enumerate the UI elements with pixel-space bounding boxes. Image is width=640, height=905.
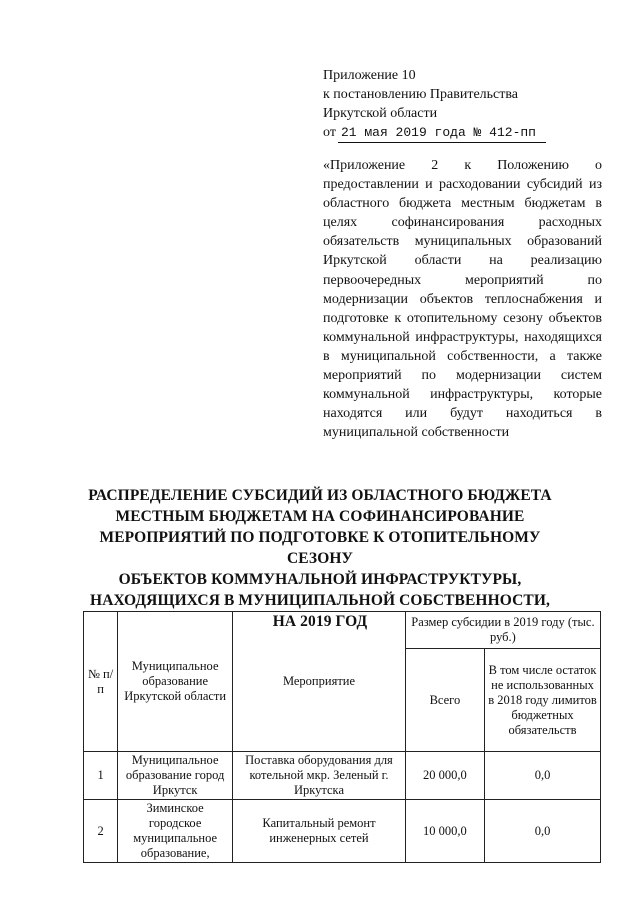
table-header-row	[84, 612, 601, 649]
row-total: 20 000,0	[405, 752, 484, 800]
title-line: ОБЪЕКТОВ КОММУНАЛЬНОЙ ИНФРАСТРУКТУРЫ,	[118, 571, 522, 588]
header-remainder: В том числе остаток не использованных в 2018 году лимитов бюджетных обязательств	[485, 649, 601, 752]
row-municipality: Муниципальное образование город Иркутск	[118, 752, 233, 800]
regulation-reference	[323, 156, 602, 442]
appendix-resolution: к постановлению Правительства	[323, 87, 519, 102]
subsidy-table	[83, 611, 601, 863]
row-number: 2	[84, 800, 118, 863]
title-line: МЕСТНЫМ БЮДЖЕТАМ НА СОФИНАНСИРОВАНИЕ	[115, 508, 525, 525]
row-number: 1	[84, 752, 118, 800]
title-line: РАСПРЕДЕЛЕНИЕ СУБСИДИЙ ИЗ ОБЛАСТНОГО БЮДЖЕТА	[88, 487, 552, 504]
header-activity: Мероприятие	[233, 612, 406, 752]
title-line: НА 2019 ГОД	[272, 613, 368, 630]
header-subsidy-group: Размер субсидии в 2019 году (тыс. руб.)	[405, 612, 600, 649]
table-row	[84, 752, 601, 800]
row-remainder: 0,0	[485, 752, 601, 800]
appendix-region: Иркутской области	[323, 106, 438, 121]
resolution-date: 21 мая 2019 года № 412-пп	[338, 123, 546, 143]
appendix-number: Приложение 10	[323, 68, 416, 83]
header-municipality: Муниципальное образование Иркутской области	[118, 612, 233, 752]
row-activity: Поставка оборудования для котельной мкр. Зеленый г. Иркутска	[233, 752, 406, 800]
row-total: 10 000,0	[405, 800, 484, 863]
row-municipality: Зиминское городское муниципальное образование,	[118, 800, 233, 863]
header-number: № п/п	[84, 612, 118, 752]
row-remainder: 0,0	[485, 800, 601, 863]
date-prefix: от	[323, 125, 336, 140]
table-row	[84, 800, 601, 863]
appendix-date-row	[323, 123, 593, 143]
title-line: НАХОДЯЩИХСЯ В МУНИЦИПАЛЬНОЙ СОБСТВЕННОСТИ,	[90, 592, 550, 609]
header-total: Всего	[405, 649, 484, 752]
title-line: МЕРОПРИЯТИЙ ПО ПОДГОТОВКЕ К ОТОПИТЕЛЬНОМУ СЕЗОНУ	[99, 529, 541, 567]
row-activity: Капитальный ремонт инженерных сетей	[233, 800, 406, 863]
document-title	[70, 485, 570, 632]
appendix-block	[323, 66, 593, 143]
regulation-text: «Приложение 2 к Положению о предоставлении и расходовании субсидий из областного бюджета местным бюджетам в целях софинансирования расходных обязательств муниципальных образований Иркутской области на реализацию первоочередных мероприятий по модернизации объектов теплоснабжения и подготовке к отопительному сезону объектов коммунальной инфраструктуры, находящихся в муниципальной собственности, а также мероприятий по модернизации систем коммунальной инфраструктуры, которые находятся или будут находиться в муниципальной собственности	[323, 158, 602, 441]
